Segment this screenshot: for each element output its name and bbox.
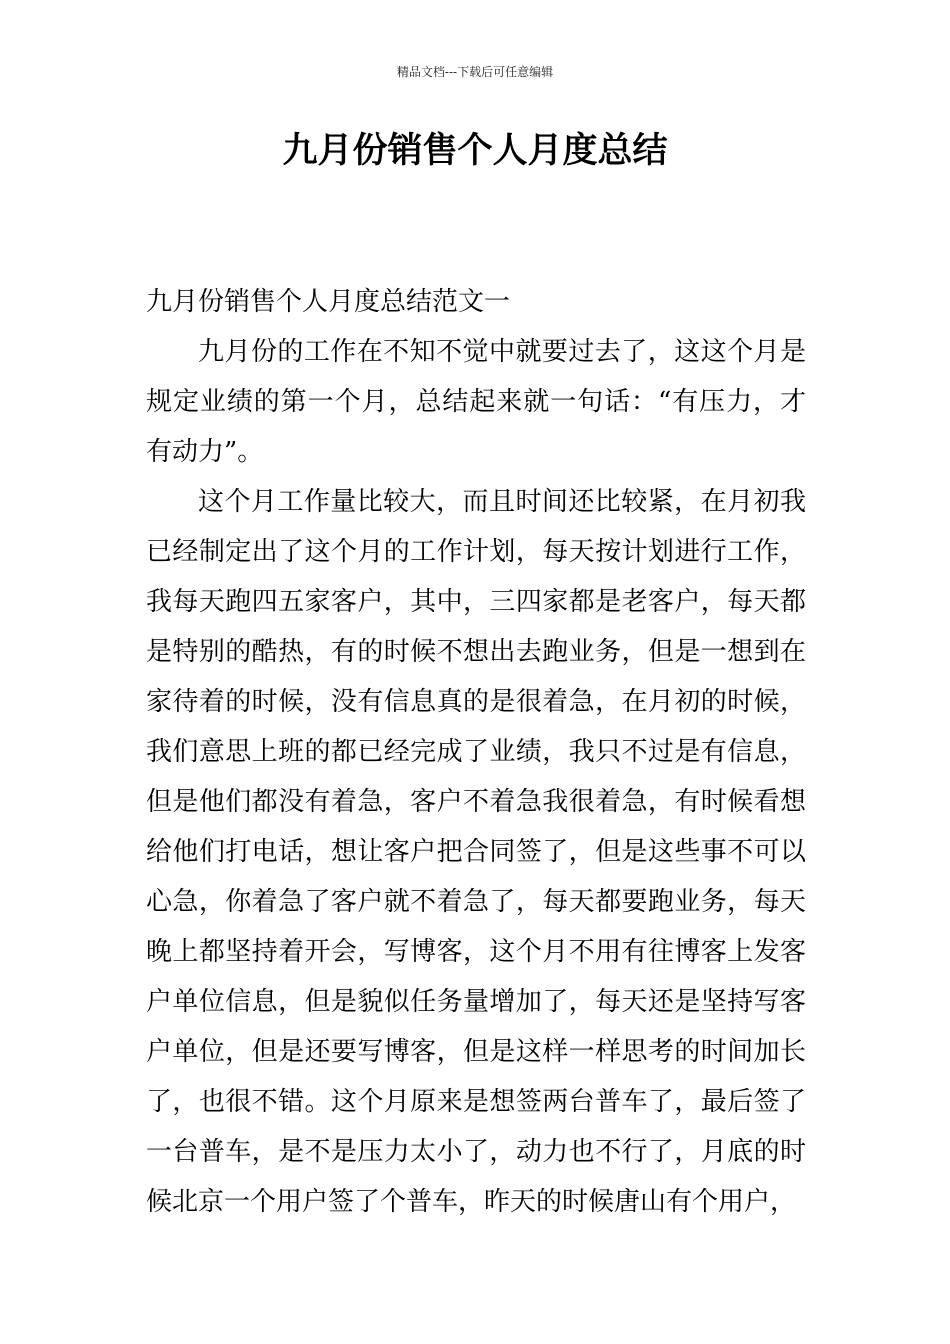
document-title: 九月份销售个人月度总结 — [282, 131, 668, 171]
paragraph-2: 这个月工作量比较大，而且时间还比较紧，在月初我已经制定出了这个月的工作计划，每天按计划进行工作，我每天跑四五家客户，其中，三四家都是老客户，每天都是特别的酷热，有的时候不想出去跑业务，但是一想到在家待着的时候，没有信息真的是很着急，在月初的时候，我们意思上班的都已经完成了业绩，我只不过是有信息，但是他们都没有着急，客户不着急我很着急，有时候看想给他们打电话，想让客户把合同签了，但是这些事不可以心急，你着急了客户就不着急了，每天都要跑业务，每天晚上都坚持着开会，写博客，这个月不用有往博客上发客户单位信息，但是貌似任务量增加了，每天还是坚持写客户单位，但是还要写博客，但是这样一样思考的时间加长了，也很不错。这个月原来是想签两台普车了，最后签了一台普车，是不是压力太小了，动力也不行了，月底的时候北京一个用户签了个普车，昨天的时候唐山有个用户， — [146, 487, 806, 1217]
section-subtitle: 九月份销售个人月度总结范文一 — [146, 287, 511, 317]
page-header: 精品文档---下载后可任意编辑 — [396, 65, 554, 79]
document-body — [146, 277, 806, 1227]
paragraph-1: 九月份的工作在不知不觉中就要过去了，这这个月是规定业绩的第一个月，总结起来就一句话：“有压力，才有动力”。 — [146, 337, 806, 467]
